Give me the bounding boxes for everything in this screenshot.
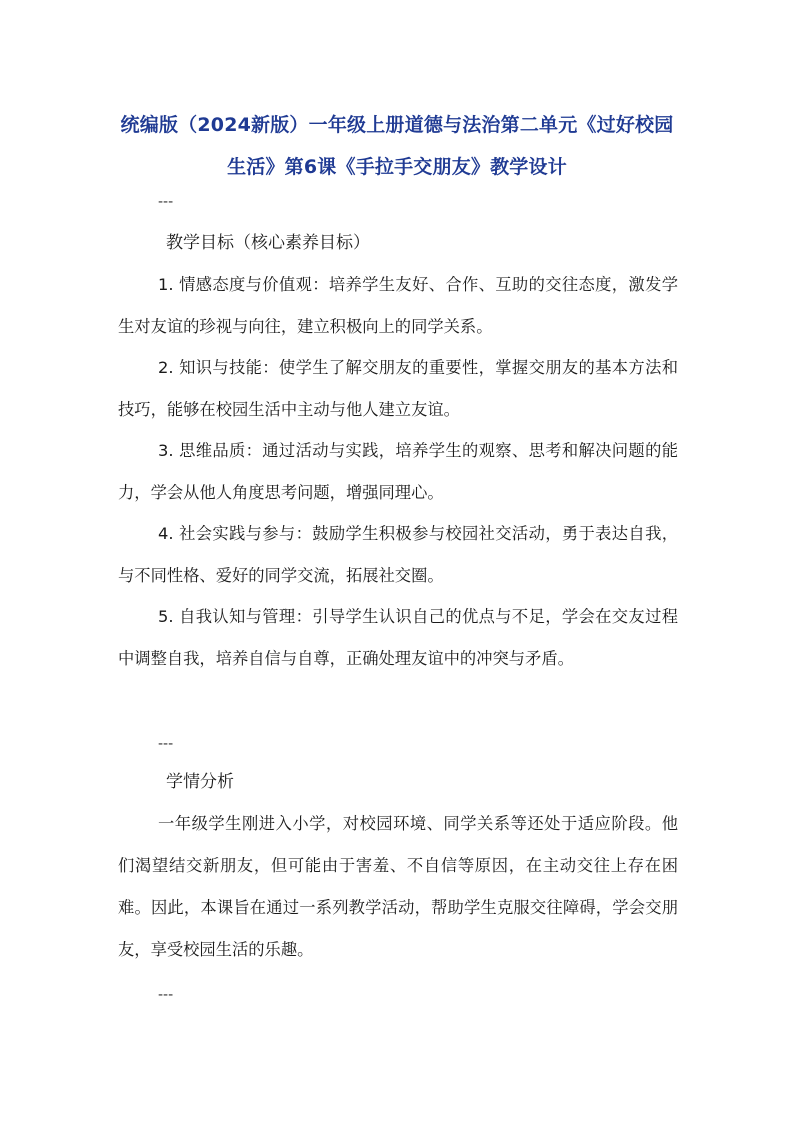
objective-item-3: 3. 思维品质：通过活动与实践，培养学生的观察、思考和解决问题的能力，学会从他人角度思考问题，增强同理心。 xyxy=(118,441,678,502)
analysis-paragraph: 一年级学生刚进入小学，对校园环境、同学关系等还处于适应阶段。他们渴望结交新朋友，但可能由于害羞、不自信等原因，在主动交往上存在困难。因此，本课旨在通过一系列教学活动，帮助学生克服交往障碍，学会交朋友，享受校园生活的乐趣。 xyxy=(118,814,678,959)
objective-item-4: 4. 社会实践与参与：鼓励学生积极参与校园社交活动，勇于表达自我，与不同性格、爱好的同学交流，拓展社交圈。 xyxy=(118,524,678,585)
objective-item-5: 5. 自我认知与管理：引导学生认识自己的优点与不足，学会在交友过程中调整自我，培养自信与自尊，正确处理友谊中的冲突与矛盾。 xyxy=(118,607,678,668)
objectives-heading: 教学目标（核心素养目标） xyxy=(166,233,370,253)
objective-item-2: 2. 知识与技能：使学生了解交朋友的重要性，掌握交朋友的基本方法和技巧，能够在校园生活中主动与他人建立友谊。 xyxy=(118,358,678,419)
document-title: 统编版（2024新版）一年级上册道德与法治第二单元《过好校园生活》第6课《手拉手交朋友》教学设计 xyxy=(120,114,674,178)
objective-item-1: 1. 情感态度与价值观：培养学生友好、合作、互助的交往态度，激发学生对友谊的珍视与向往，建立积极向上的同学关系。 xyxy=(118,275,678,336)
analysis-heading: 学情分析 xyxy=(166,772,234,792)
separator-2: --- xyxy=(158,736,174,752)
separator-3: --- xyxy=(158,987,174,1003)
separator-1: --- xyxy=(158,194,174,210)
